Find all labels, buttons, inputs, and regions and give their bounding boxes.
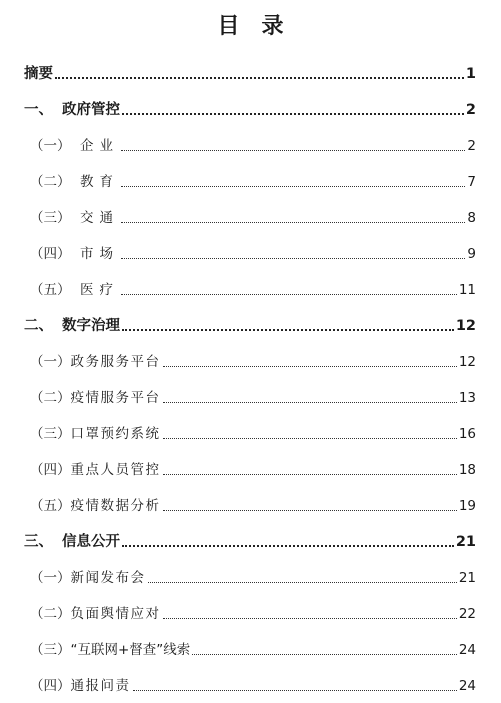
toc-entry-title: “互联网+督查”线索	[70, 642, 191, 658]
toc-entry-number: （三）	[30, 210, 71, 226]
toc-entry-title: 信息公开	[62, 534, 120, 550]
toc-entry-title: 医疗	[80, 282, 119, 298]
toc-entry-number: 三、	[24, 534, 53, 550]
dot-leader	[133, 690, 457, 691]
toc-entry-page: 19	[458, 498, 476, 514]
toc-entry-label	[30, 388, 161, 408]
toc-entry-label	[30, 280, 119, 300]
toc-entry-label	[30, 460, 161, 480]
toc-entry-label	[30, 676, 131, 696]
toc-entry-label	[30, 424, 161, 444]
toc-entry-title: 疫情服务平台	[70, 390, 161, 406]
toc-entry-page: 1	[465, 66, 476, 82]
dot-leader	[122, 545, 454, 547]
toc-entry-label	[30, 208, 119, 228]
dot-leader	[122, 329, 454, 331]
toc-entry-number: （二）	[30, 606, 71, 622]
toc-entry-title: 负面舆情应对	[70, 606, 161, 622]
toc-entry-label	[30, 568, 146, 588]
toc-entry-label	[24, 100, 120, 120]
dot-leader	[55, 77, 464, 79]
toc-entry-page: 11	[458, 282, 476, 298]
dot-leader	[192, 654, 457, 655]
toc-entry-subsection[interactable]	[30, 240, 476, 264]
toc-entry-title: 教育	[80, 174, 119, 190]
dot-leader	[163, 618, 457, 619]
toc-entry-page: 22	[458, 606, 476, 622]
toc-entry-number: （四）	[30, 246, 71, 262]
toc-entry-title: 重点人员管控	[70, 462, 161, 478]
toc-entry-subsection[interactable]	[30, 636, 476, 660]
toc-entry-page: 12	[455, 318, 476, 334]
toc-entry-page: 8	[467, 210, 476, 226]
toc-entry-subsection[interactable]	[30, 564, 476, 588]
toc-entry-number: 一、	[24, 102, 53, 118]
toc-entry-section-1[interactable]	[24, 96, 476, 120]
toc-entry-label	[24, 532, 120, 552]
toc-entry-page: 9	[467, 246, 476, 262]
toc-entry-title: 新闻发布会	[70, 570, 146, 586]
toc-entry-number: （五）	[30, 282, 71, 298]
toc-entry-number: （一）	[30, 138, 71, 154]
toc-entry-label	[30, 604, 161, 624]
toc-entry-subsection[interactable]	[30, 168, 476, 192]
toc-entry-subsection[interactable]	[30, 456, 476, 480]
toc-entry-abstract[interactable]	[24, 60, 476, 84]
toc-entry-title: 政府管控	[62, 102, 120, 118]
toc-entry-number: （二）	[30, 174, 71, 190]
toc-entry-number: （二）	[30, 390, 71, 406]
toc-entry-subsection[interactable]	[30, 204, 476, 228]
dot-leader	[163, 474, 457, 475]
toc-entry-subsection[interactable]	[30, 600, 476, 624]
dot-leader	[163, 438, 457, 439]
toc-entry-number: （四）	[30, 462, 71, 478]
toc-entry-title: 企业	[80, 138, 119, 154]
toc-entry-subsection[interactable]	[30, 420, 476, 444]
toc-entry-number: （一）	[30, 570, 71, 586]
dot-leader	[121, 294, 457, 295]
toc-entry-title: 市场	[80, 246, 119, 262]
toc-entry-label	[30, 496, 161, 516]
toc-entry-section-3[interactable]	[24, 528, 476, 552]
toc-entry-page: 21	[458, 570, 476, 586]
toc-entry-label	[30, 136, 119, 156]
toc-entry-page: 2	[465, 102, 476, 118]
page-title: 目 录	[217, 14, 284, 39]
toc-entry-title: 通报问责	[70, 678, 131, 694]
toc-entry-subsection[interactable]	[30, 492, 476, 516]
toc-entry-label	[24, 316, 120, 336]
toc-entry-title: 数字治理	[62, 318, 120, 334]
toc-entry-subsection[interactable]	[30, 132, 476, 156]
dot-leader	[121, 258, 465, 259]
dot-leader	[163, 366, 457, 367]
toc-entry-page: 13	[458, 390, 476, 406]
toc-entry-subsection[interactable]	[30, 348, 476, 372]
toc-entry-number: （五）	[30, 498, 71, 514]
toc-entry-title: 疫情数据分析	[70, 498, 161, 514]
toc-entry-subsection[interactable]	[30, 384, 476, 408]
toc-entry-subsection[interactable]	[30, 672, 476, 696]
toc-entry-page: 12	[458, 354, 476, 370]
toc-entry-page: 18	[458, 462, 476, 478]
dot-leader	[122, 113, 464, 115]
toc-entry-number: （四）	[30, 678, 71, 694]
dot-leader	[148, 582, 457, 583]
toc-entry-number: （一）	[30, 354, 71, 370]
dot-leader	[121, 186, 465, 187]
dot-leader	[121, 222, 465, 223]
toc-entry-label	[24, 64, 53, 84]
toc-entry-page: 16	[458, 426, 476, 442]
toc-entry-number: 二、	[24, 318, 53, 334]
toc-entry-title: 政务服务平台	[70, 354, 161, 370]
toc-entry-number: （三）	[30, 642, 71, 658]
toc-entry-page: 7	[467, 174, 476, 190]
dot-leader	[163, 402, 457, 403]
toc-entry-label	[30, 172, 119, 192]
toc-entry-section-2[interactable]	[24, 312, 476, 336]
toc-entry-subsection[interactable]	[30, 276, 476, 300]
toc-entry-page: 24	[458, 678, 476, 694]
toc-entry-label	[30, 640, 190, 660]
toc-entry-title: 交通	[80, 210, 119, 226]
table-of-contents	[0, 58, 501, 703]
toc-entry-label	[30, 244, 119, 264]
toc-entry-title: 摘要	[24, 66, 53, 82]
dot-leader	[121, 150, 465, 151]
dot-leader	[163, 510, 457, 511]
toc-entry-page: 24	[458, 642, 476, 658]
toc-entry-label	[30, 352, 161, 372]
toc-entry-title: 口罩预约系统	[70, 426, 161, 442]
toc-entry-page: 21	[455, 534, 476, 550]
toc-entry-page: 2	[467, 138, 476, 154]
toc-entry-number: （三）	[30, 426, 71, 442]
